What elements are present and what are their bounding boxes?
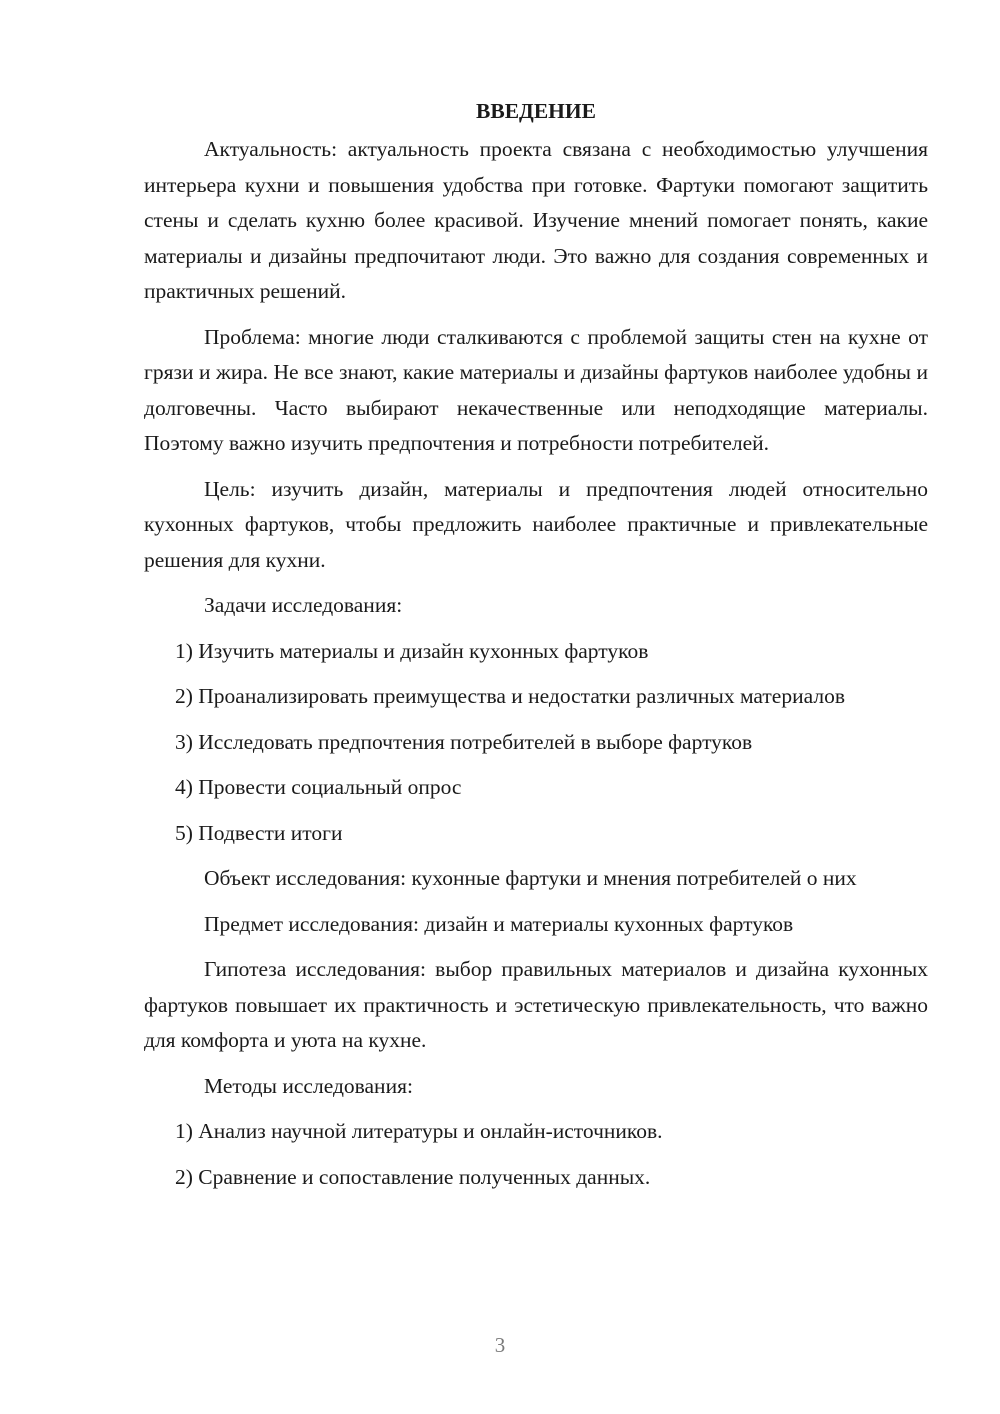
subject-paragraph: Предмет исследования: дизайн и материалы кухонных фартуков xyxy=(204,911,794,936)
task-item: 3) Исследовать предпочтения потребителей в выборе фартуков xyxy=(175,729,753,754)
task-item: 5) Подвести итоги xyxy=(175,820,343,845)
goal-paragraph: Цель: изучить дизайн, материалы и предпочтения людей относительно кухонных фартуков, чтобы предложить наиболее практичные и привлекательные решения для кухни. xyxy=(144,476,928,572)
method-item: 2) Сравнение и сопоставление полученных данных. xyxy=(175,1164,651,1189)
hypothesis-paragraph: Гипотеза исследования: выбор правильных материалов и дизайна кухонных фартуков повышает их практичность и эстетическую привлекательность, что важно для комфорта и уюта на кухне. xyxy=(144,957,928,1052)
problem-paragraph: Проблема: многие люди сталкиваются с проблемой защиты стен на кухне от грязи и жира. Не все знают, какие материалы и дизайны фартуков наиболее удобны и долговечны. Часто выбирают некачественные или неподходящие материалы. Поэтому важно изучить предпочтения и потребности потребителей. xyxy=(144,324,928,455)
task-item: 4) Провести социальный опрос xyxy=(175,775,462,799)
method-item: 1) Анализ научной литературы и онлайн-источников. xyxy=(175,1119,663,1143)
relevance-paragraph: Актуальность: актуальность проекта связана с необходимостью улучшения интерьера кухни и повышения удобства при готовке. Фартуки помогают защитить стены и сделать кухню более красивой. Изучение мнений помогает понять, какие материалы и дизайны предпочитают люди. Это важно для создания современных и практичных решений. xyxy=(144,137,928,303)
tasks-heading: Задачи исследования: xyxy=(204,593,403,617)
task-item: 2) Проанализировать преимущества и недостатки различных материалов xyxy=(175,684,845,708)
page-content xyxy=(144,96,928,1205)
section-title: ВВЕДЕНИЕ xyxy=(476,99,596,123)
methods-heading: Методы исследования: xyxy=(204,1073,413,1098)
page-number: 3 xyxy=(494,1333,506,1357)
object-paragraph: Объект исследования: кухонные фартуки и мнения потребителей о них xyxy=(204,866,857,890)
task-item: 1) Изучить материалы и дизайн кухонных фартуков xyxy=(175,638,649,663)
